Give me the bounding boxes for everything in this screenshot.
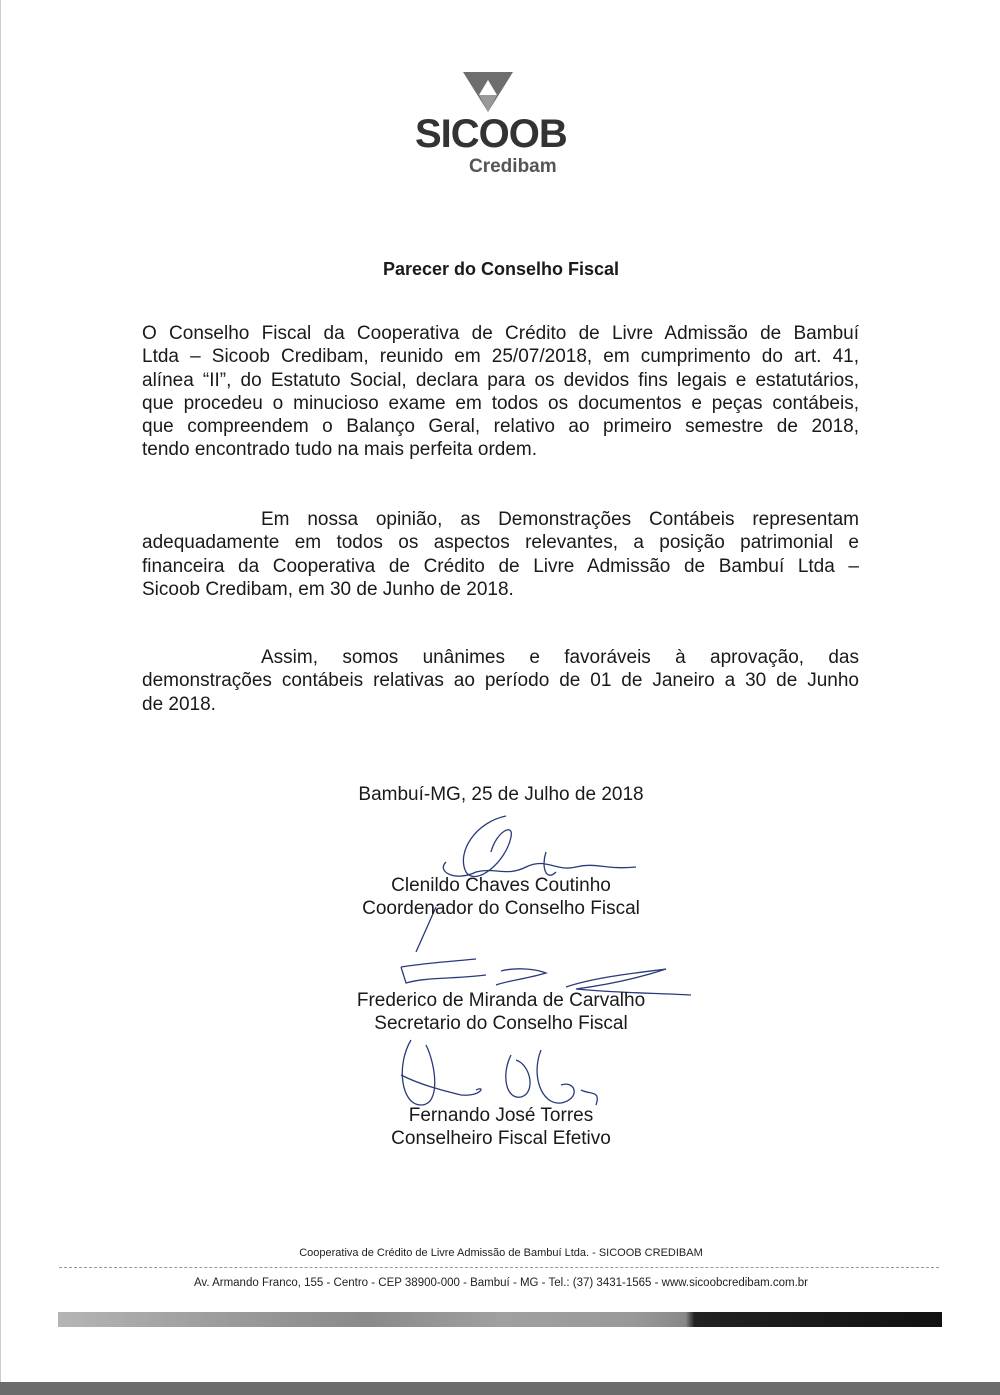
text-line: que compreendem o Balanço Geral, relativo ao primeiro semestre de 2018,	[142, 416, 859, 438]
paragraph-1	[142, 322, 859, 462]
signatory-2-name: Frederico de Miranda de Carvalho	[356, 990, 646, 1011]
text-line: tendo encontrado tudo na mais perfeita ordem.	[142, 439, 538, 461]
text-line: adequadamente em todos os aspectos relevantes, a posição patrimonial e	[142, 532, 859, 554]
triangle-logo-icon	[401, 68, 601, 114]
date-line: Bambuí-MG, 25 de Julho de 2018	[358, 784, 644, 805]
text-line: que procedeu o minucioso exame em todos os documentos e peças contábeis,	[142, 392, 859, 414]
footer-address: Av. Armando Franco, 155 - Centro - CEP 38900-000 - Bambuí - MG - Tel.: (37) 3431-1565 - www.sicoobcredibam.com.br	[193, 1277, 809, 1289]
scan-edge	[0, 1382, 1000, 1395]
text-line: Assim, somos unânimes e favoráveis à aprovação, das	[261, 647, 859, 668]
signatory-1-role: Coordenador do Conselho Fiscal	[362, 898, 640, 919]
text-line: alínea “II”, do Estatuto Social, declara para os devidos fins legais e estatutários,	[142, 369, 859, 391]
logo-subtitle: Credibam	[469, 156, 557, 177]
text-line: de 2018.	[142, 693, 216, 715]
text-line: Em nossa opinião, as Demonstrações Contábeis representam	[261, 509, 859, 530]
text-line: O Conselho Fiscal da Cooperativa de Crédito de Livre Admissão de Bambuí	[142, 323, 859, 344]
signatory-1-name: Clenildo Chaves Coutinho	[391, 875, 611, 896]
logo-name: SICOOB	[415, 112, 567, 156]
text-line: Sicoob Credibam, em 30 de Junho de 2018.	[142, 578, 514, 600]
text-line: Ltda – Sicoob Credibam, reunido em 25/07/2018, em cumprimento do art. 41,	[142, 346, 859, 368]
footer-divider	[59, 1267, 939, 1268]
paragraph-2	[142, 508, 859, 601]
footer-company: Cooperativa de Crédito de Livre Admissão de Bambuí Ltda. - SICOOB CREDIBAM	[299, 1247, 703, 1259]
signatory-3-name: Fernando José Torres	[408, 1105, 594, 1126]
footer-stripe	[58, 1312, 942, 1327]
text-line: financeira da Cooperativa de Crédito de Livre Admissão de Bambuí Ltda –	[142, 555, 859, 577]
signature-3	[391, 1035, 611, 1115]
signatory-3-role: Conselheiro Fiscal Efetivo	[391, 1128, 611, 1149]
sicoob-logo	[401, 68, 601, 183]
text-line: demonstrações contábeis relativas ao período de 01 de Janeiro a 30 de Junho	[142, 670, 859, 692]
paragraph-3	[142, 646, 859, 716]
document-title: Parecer do Conselho Fiscal	[382, 259, 620, 279]
signatory-2-role: Secretario do Conselho Fiscal	[374, 1013, 628, 1034]
